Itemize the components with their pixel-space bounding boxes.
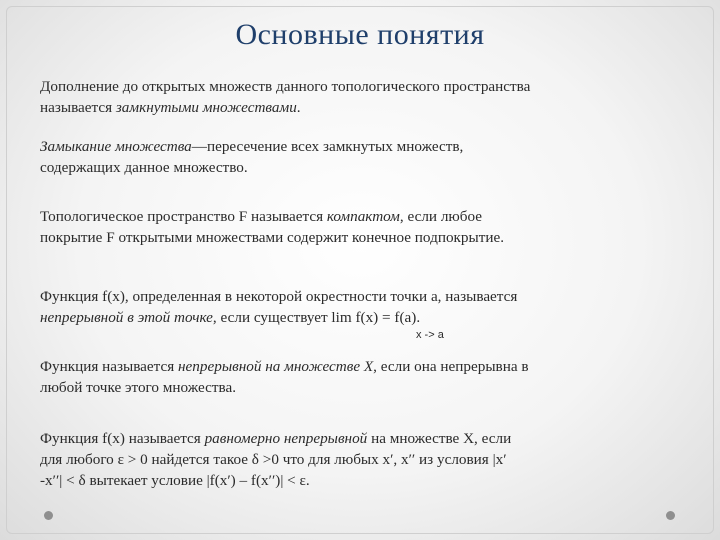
text-fragment: , если существует lim f(x) = f(a).: [212, 309, 421, 326]
term-closure: Замыкание множества: [40, 138, 192, 155]
text-line: покрытие F открытыми множествами содержит конечное подпокрытие.: [40, 229, 505, 246]
paragraph-continuity-set: [40, 356, 680, 398]
text-fragment: , если любое: [399, 208, 483, 225]
text-fragment: на множестве X, если: [367, 430, 512, 447]
paragraph-closed-sets: [40, 76, 680, 118]
text-line: [40, 97, 680, 118]
paragraph-compact: [40, 206, 680, 248]
text-line: [40, 206, 680, 227]
text-line: [40, 356, 680, 377]
limit-subscript: x -> a: [416, 329, 444, 341]
text-fragment: называется: [40, 99, 116, 116]
text-fragment: , если она непрерывна в: [373, 358, 529, 375]
text-fragment: —пересечение всех замкнутых множеств,: [191, 138, 464, 155]
text-fragment: Топологическое пространство F называется: [40, 208, 327, 225]
text-line: Функция f(x), определенная в некоторой окрестности точки a, называется: [40, 288, 518, 305]
text-line: [40, 307, 680, 328]
decorative-dot-right: [666, 511, 675, 520]
text-fragment: Функция f(x) называется: [40, 430, 205, 447]
text-line: содержащих данное множество.: [40, 159, 248, 176]
text-line: для любого ε > 0 найдется такое δ >0 что для любых x′, x′′ из условия |x′: [40, 451, 507, 468]
term-continuous-on-set: непрерывной на множестве X: [178, 358, 374, 375]
text-line: [40, 428, 680, 449]
decorative-dot-left: [44, 511, 53, 520]
text-fragment: .: [296, 99, 301, 116]
text-fragment: Функция называется: [40, 358, 179, 375]
text-line: -x′′| < δ вытекает условие |f(x′) – f(x′′)| < ε.: [40, 472, 310, 489]
paragraph-closure: [40, 136, 680, 178]
text-line: любой точке этого множества.: [40, 379, 237, 396]
term-closed-sets: замкнутыми множествами: [115, 99, 297, 116]
paragraph-uniform-continuity: [40, 428, 680, 491]
text-line: Дополнение до открытых множеств данного топологического пространства: [40, 78, 531, 95]
term-compact: компактом: [326, 208, 400, 225]
text-line: [40, 136, 680, 157]
term-uniformly-continuous: равномерно непрерывной: [204, 430, 368, 447]
paragraph-continuity-point: [40, 286, 680, 328]
term-continuous-at-point: непрерывной в этой точке: [40, 309, 213, 326]
slide-title: Основные понятия: [235, 18, 485, 51]
